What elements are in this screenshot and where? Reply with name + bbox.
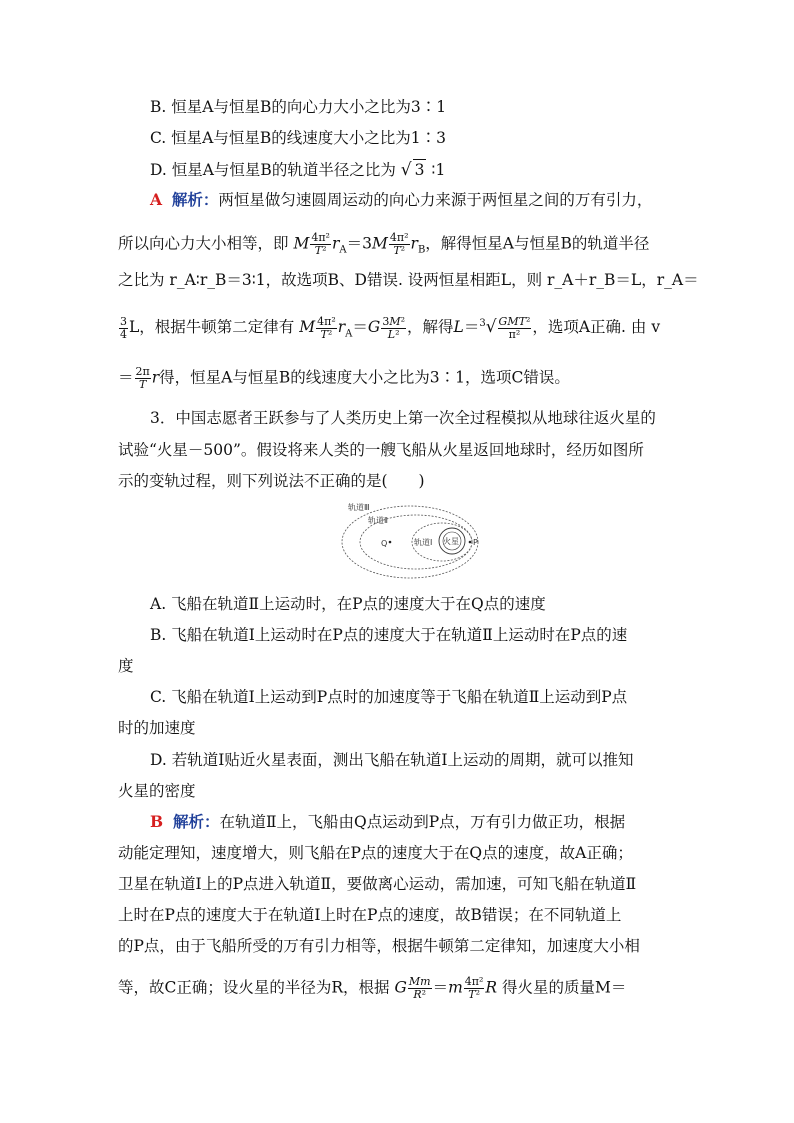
option-c-q3-1: C. 飞船在轨道Ⅰ上运动到P点时的加速度等于飞船在轨道Ⅱ上运动到P点: [150, 688, 628, 706]
answer-q2-line1: [150, 190, 710, 210]
answer-q2-line2: 所以向心力大小相等，即 M $\frac{\text{4π²}}{\text{T²}}$ $r_A=3M$ $\frac{\text{4π²}}{\text{T²}}$ $r_B$，解得恒星A与恒星B的轨道半径: [118, 231, 650, 257]
answer-text: 在轨道Ⅱ上，飞船由Q点运动到P点，万有引力做正功，根据: [219, 813, 626, 831]
answer-q2-line4: $\frac{3}{4}$ L，根据牛顿第二定律有 M $\frac{\text{4π²}}{\text{T²}}$ $r_A=G$ $\frac{\text{3M²}}{\text{L²}}$ ，解得L＝$^3$√ $\frac{\text{GMT²}}{\text{π²}}$ ，选项A正确. 由 v: [120, 314, 661, 341]
option-a-q3: A. 飞船在轨道Ⅱ上运动时，在P点的速度大于在Q点的速度: [150, 595, 546, 613]
answer-text: 两恒星做匀速圆周运动的向心力来源于两恒星之间的万有引力，: [218, 191, 653, 209]
option-b-q3-1: B. 飞船在轨道Ⅰ上运动时在P点的速度大于在轨道Ⅱ上运动时在P点的速: [150, 626, 628, 644]
answer-text: ，解得恒星A与恒星B的轨道半径: [425, 234, 650, 253]
question-3-stem-2: 试验“火星－500”。假设将来人类的一艘飞船从火星返回地球时，经历如图所: [118, 441, 644, 459]
question-3-stem-3: 示的变轨过程，则下列说法不正确的是( ): [118, 472, 425, 490]
point-q-icon: [389, 541, 392, 544]
answer-q3-line5: 的P点，由于飞船所受的万有引力相等，根据牛顿第二定律知，加速度大小相: [118, 937, 640, 955]
option-d-suffix: ∶1: [431, 161, 446, 179]
option-b-q2: B. 恒星A与恒星B的向心力大小之比为3∶1: [150, 98, 447, 116]
analysis-label: 解析：: [172, 812, 220, 831]
answer-text: 等，故C正确；设火星的半径为R，根据: [118, 978, 390, 997]
sqrt-icon: √: [400, 160, 412, 180]
answer-q2-line5: ＝ $\frac{2\pi}{T}$ r得，恒星A与恒星B的线速度大小之比为3∶1，选项C错误。: [118, 365, 570, 391]
sqrt-radicand: 3: [414, 161, 425, 179]
answer-text: 得，恒星A与恒星B的线速度大小之比为3∶1，选项C错误。: [159, 368, 570, 387]
answer-text: ，选项A正确. 由 v: [532, 318, 661, 337]
answer-text: L，根据牛顿第二定律有: [129, 318, 295, 337]
answer-text: 所以向心力大小相等，即: [118, 234, 289, 253]
option-b-q3-2: 度: [118, 657, 134, 675]
orbit-diagram: [340, 498, 490, 586]
orbit-3-label: 轨道Ⅲ: [348, 503, 370, 512]
option-d-q3-1: D. 若轨道Ⅰ贴近火星表面，测出飞船在轨道Ⅰ上运动的周期，就可以推知: [150, 751, 634, 769]
answer-text: ，解得: [407, 318, 454, 337]
answer-q3-line1: [150, 812, 710, 832]
option-d-q2: [150, 159, 710, 180]
answer-letter: A: [150, 190, 163, 209]
answer-q3-line4: 上时在P点的速度大于在轨道Ⅰ上时在P点的速度，故B错误；在不同轨道上: [118, 906, 622, 924]
question-3-stem-1: 3．中国志愿者王跃参与了人类历史上第一次全过程模拟从地球往返火星的: [150, 409, 656, 427]
point-p-icon: [469, 541, 472, 544]
option-c-q2: C. 恒星A与恒星B的线速度大小之比为1∶3: [150, 129, 446, 147]
analysis-label: 解析：: [171, 190, 219, 209]
orbit-1-label: 轨道Ⅰ: [414, 538, 433, 547]
orbit-2-label: 轨道Ⅱ: [368, 516, 388, 525]
answer-q2-line3: 之比为 r_A∶r_B＝3∶1，故选项B、D错误. 设两恒星相距L，则 r_A＋r_B＝L，r_A＝: [118, 271, 699, 289]
option-d-prefix: D. 恒星A与恒星B的轨道半径之比为: [150, 161, 396, 179]
answer-text: 得火星的质量M＝: [502, 978, 627, 997]
answer-letter: B: [150, 812, 164, 831]
mars-label: 火星: [443, 537, 459, 546]
point-p-label: P: [473, 538, 478, 547]
option-c-q3-2: 时的加速度: [118, 719, 196, 737]
point-q-label: Q: [381, 539, 388, 548]
answer-q3-line6: 等，故C正确；设火星的半径为R，根据 G $\frac{Mm}{\text{R²}}$ ＝m $\frac{\text{4π²}}{\text{T²}}$ R 得火星的质量M＝: [118, 975, 627, 1001]
answer-q3-line2: 动能定理知，速度增大，则飞船在P点的速度大于在Q点的速度，故A正确；: [118, 844, 633, 862]
answer-q3-line3: 卫星在轨道Ⅰ上的P点进入轨道Ⅱ，要做离心运动，需加速，可知飞船在轨道Ⅱ: [118, 875, 637, 893]
option-d-q3-2: 火星的密度: [118, 782, 196, 800]
